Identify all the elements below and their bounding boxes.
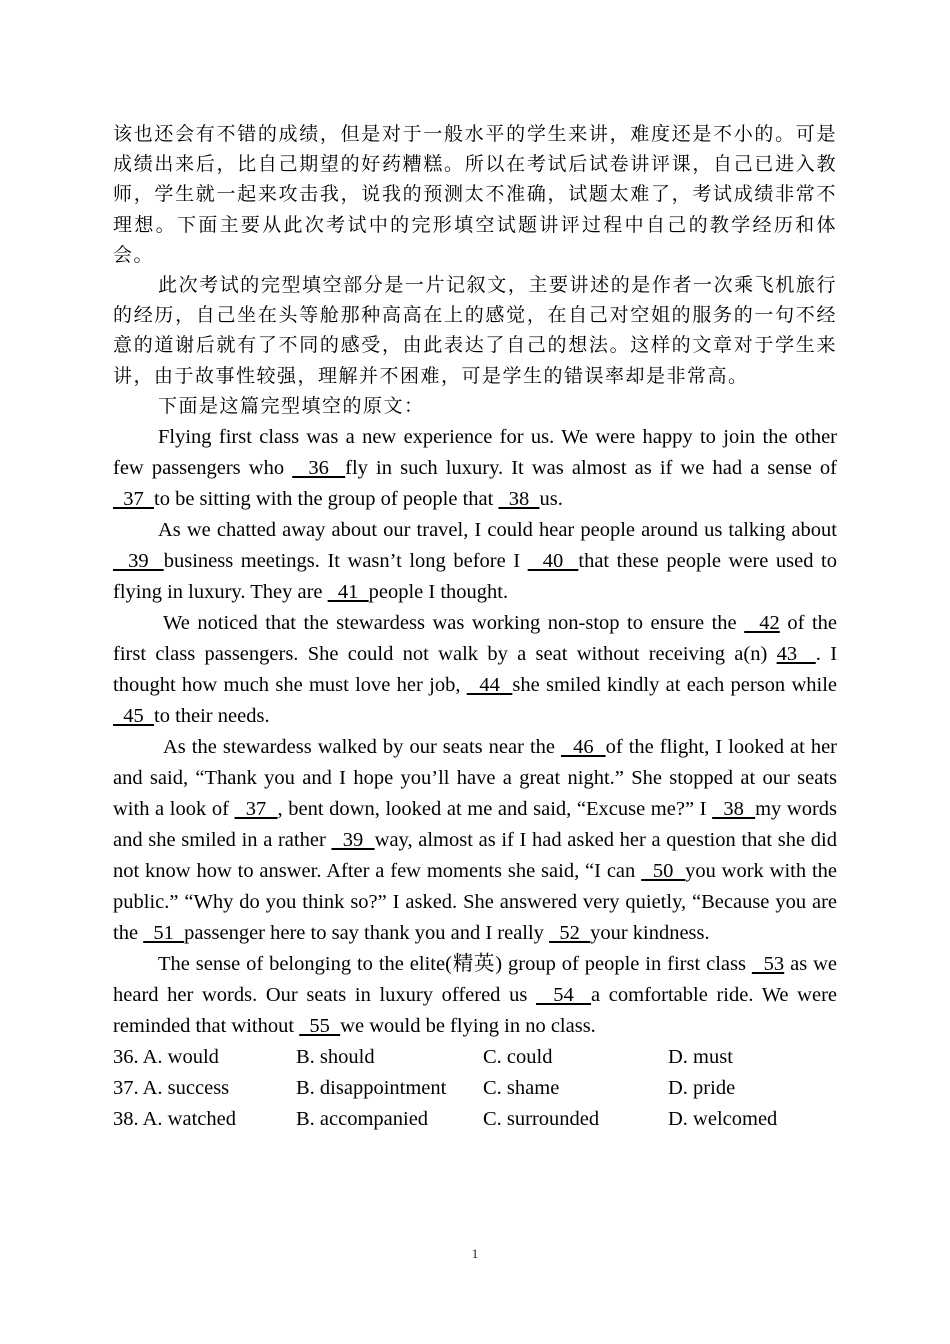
passage-text: way, almost as if I had asked her a question that she did not know how to answer. After a few moments she said, “I can: [113, 829, 837, 883]
option-row: [113, 1042, 837, 1073]
passage-text: fly in such luxury. It was almost as if we had a sense of: [345, 457, 838, 480]
blank-number: 41: [327, 581, 369, 604]
blank-number: 54: [535, 984, 592, 1007]
passage-text: to be sitting with the group of people that: [154, 488, 499, 511]
passage-text: As the stewardess walked by our seats near the: [163, 736, 562, 759]
passage-text: We noticed that the stewardess was working non-stop to ensure the: [163, 612, 745, 635]
blank-number: 44: [466, 674, 513, 697]
passage-paragraph: [113, 515, 837, 608]
blank-number: 52: [549, 922, 591, 945]
blank-number: 42: [744, 612, 780, 635]
blank-number: 36: [292, 457, 346, 480]
option-row: [113, 1104, 837, 1135]
document-page: [113, 120, 837, 1135]
blank-number: 45: [113, 705, 154, 728]
blank-number: 46: [561, 736, 606, 759]
passage-paragraph: [113, 949, 837, 1042]
intro-paragraph-2: 此次考试的完型填空部分是一片记叙文，主要讲述的是作者一次乘飞机旅行的经历，自己坐在头等舱那种高高在上的感觉，在自己对空姐的服务的一句不经意的道谢后就有了不同的感受，由此表达了自己的想法。这样的文章对于学生来讲，由于故事性较强，理解并不困难，可是学生的错误率却是非常高。: [113, 275, 837, 387]
passage-text: as we heard her words. Our seats in luxury offered us: [113, 953, 837, 1007]
blank-number: 37: [234, 798, 278, 821]
intro-paragraph-1: 该也还会有不错的成绩，但是对于一般水平的学生来讲，难度还是不小的。可是成绩出来后，比自己期望的好药糟糕。所以在考试后试卷讲评课，自己已进入教师，学生就一起来攻击我，说我的预测太不准确，试题太难了，考试成绩非常不理想。下面主要从此次考试中的完形填空试题讲评过程中自己的教学经历和体会。: [113, 124, 837, 266]
option-a: 38. A. watched: [113, 1108, 236, 1131]
blank-number: 40: [527, 550, 579, 573]
passage-paragraph: [113, 422, 837, 515]
passage-text: you work with the public.” “Why do you think so?” I asked. She answered very quietly, “Because you are the: [113, 860, 837, 945]
blank-number: 55: [299, 1015, 341, 1038]
option-c: C. could: [483, 1046, 553, 1069]
passage-text: , bent down, looked at me and said, “Excuse me?” I: [277, 798, 713, 821]
passage-text: The sense of belonging to the elite(精英) group of people in first class: [158, 953, 752, 976]
blank-number: 43: [776, 643, 816, 666]
passage-text: your kindness.: [590, 922, 710, 945]
blank-number: 39: [331, 829, 375, 852]
option-b: B. accompanied: [296, 1108, 429, 1131]
passage-text: a comfortable ride. We were reminded that without: [113, 984, 837, 1038]
option-a: 36. A. would: [113, 1046, 219, 1069]
passage-text: people I thought.: [368, 581, 509, 604]
blank-number: 38: [498, 488, 540, 511]
blank-number: 53: [751, 953, 785, 976]
option-b: B. should: [296, 1046, 375, 1069]
passage-text: to their needs.: [154, 705, 270, 728]
passage-paragraph: [113, 732, 837, 949]
passage-text: we would be flying in no class.: [340, 1015, 596, 1038]
passage-text: of the flight, I looked at her and said, “Thank you and I hope you’ll have a great night.” She stopped at our seats with a look of: [113, 736, 838, 821]
blank-number: 38: [712, 798, 756, 821]
option-b: B. disappointment: [296, 1077, 447, 1100]
passage-text: of the first class passengers. She could not walk by a seat without receiving a(n): [113, 612, 838, 666]
passage-text: . I thought how much she must love her job,: [113, 643, 838, 697]
passage-text: us.: [539, 488, 563, 511]
blank-number: 39: [113, 550, 164, 573]
passage-text: Flying first class was a new experience for us. We were happy to join the other few passengers who: [113, 426, 837, 480]
passage-text: she smiled kindly at each person while: [512, 674, 838, 697]
option-d: D. must: [668, 1046, 733, 1069]
blank-number: 37: [113, 488, 154, 511]
blank-number: 51: [143, 922, 185, 945]
option-c: C. shame: [483, 1077, 560, 1100]
passage-text: my words and she smiled in a rather: [113, 798, 838, 852]
passage-paragraph: [113, 608, 837, 732]
blank-number: 50: [641, 860, 686, 883]
answer-options: [113, 1042, 837, 1135]
page-number: 1: [471, 1246, 479, 1261]
passage-text: passenger here to say thank you and I really: [184, 922, 550, 945]
option-d: D. welcomed: [668, 1108, 778, 1131]
passage-text: that these people were used to flying in luxury. They are: [113, 550, 838, 604]
option-c: C. surrounded: [483, 1108, 600, 1131]
passage-text: business meetings. It wasn’t long before I: [163, 550, 528, 573]
option-d: D. pride: [668, 1077, 736, 1100]
option-row: [113, 1073, 837, 1104]
passage-text: As we chatted away about our travel, I could hear people around us talking about: [158, 519, 837, 542]
option-a: 37. A. success: [113, 1077, 230, 1100]
intro-paragraph-3: 下面是这篇完型填空的原文：: [158, 395, 425, 417]
